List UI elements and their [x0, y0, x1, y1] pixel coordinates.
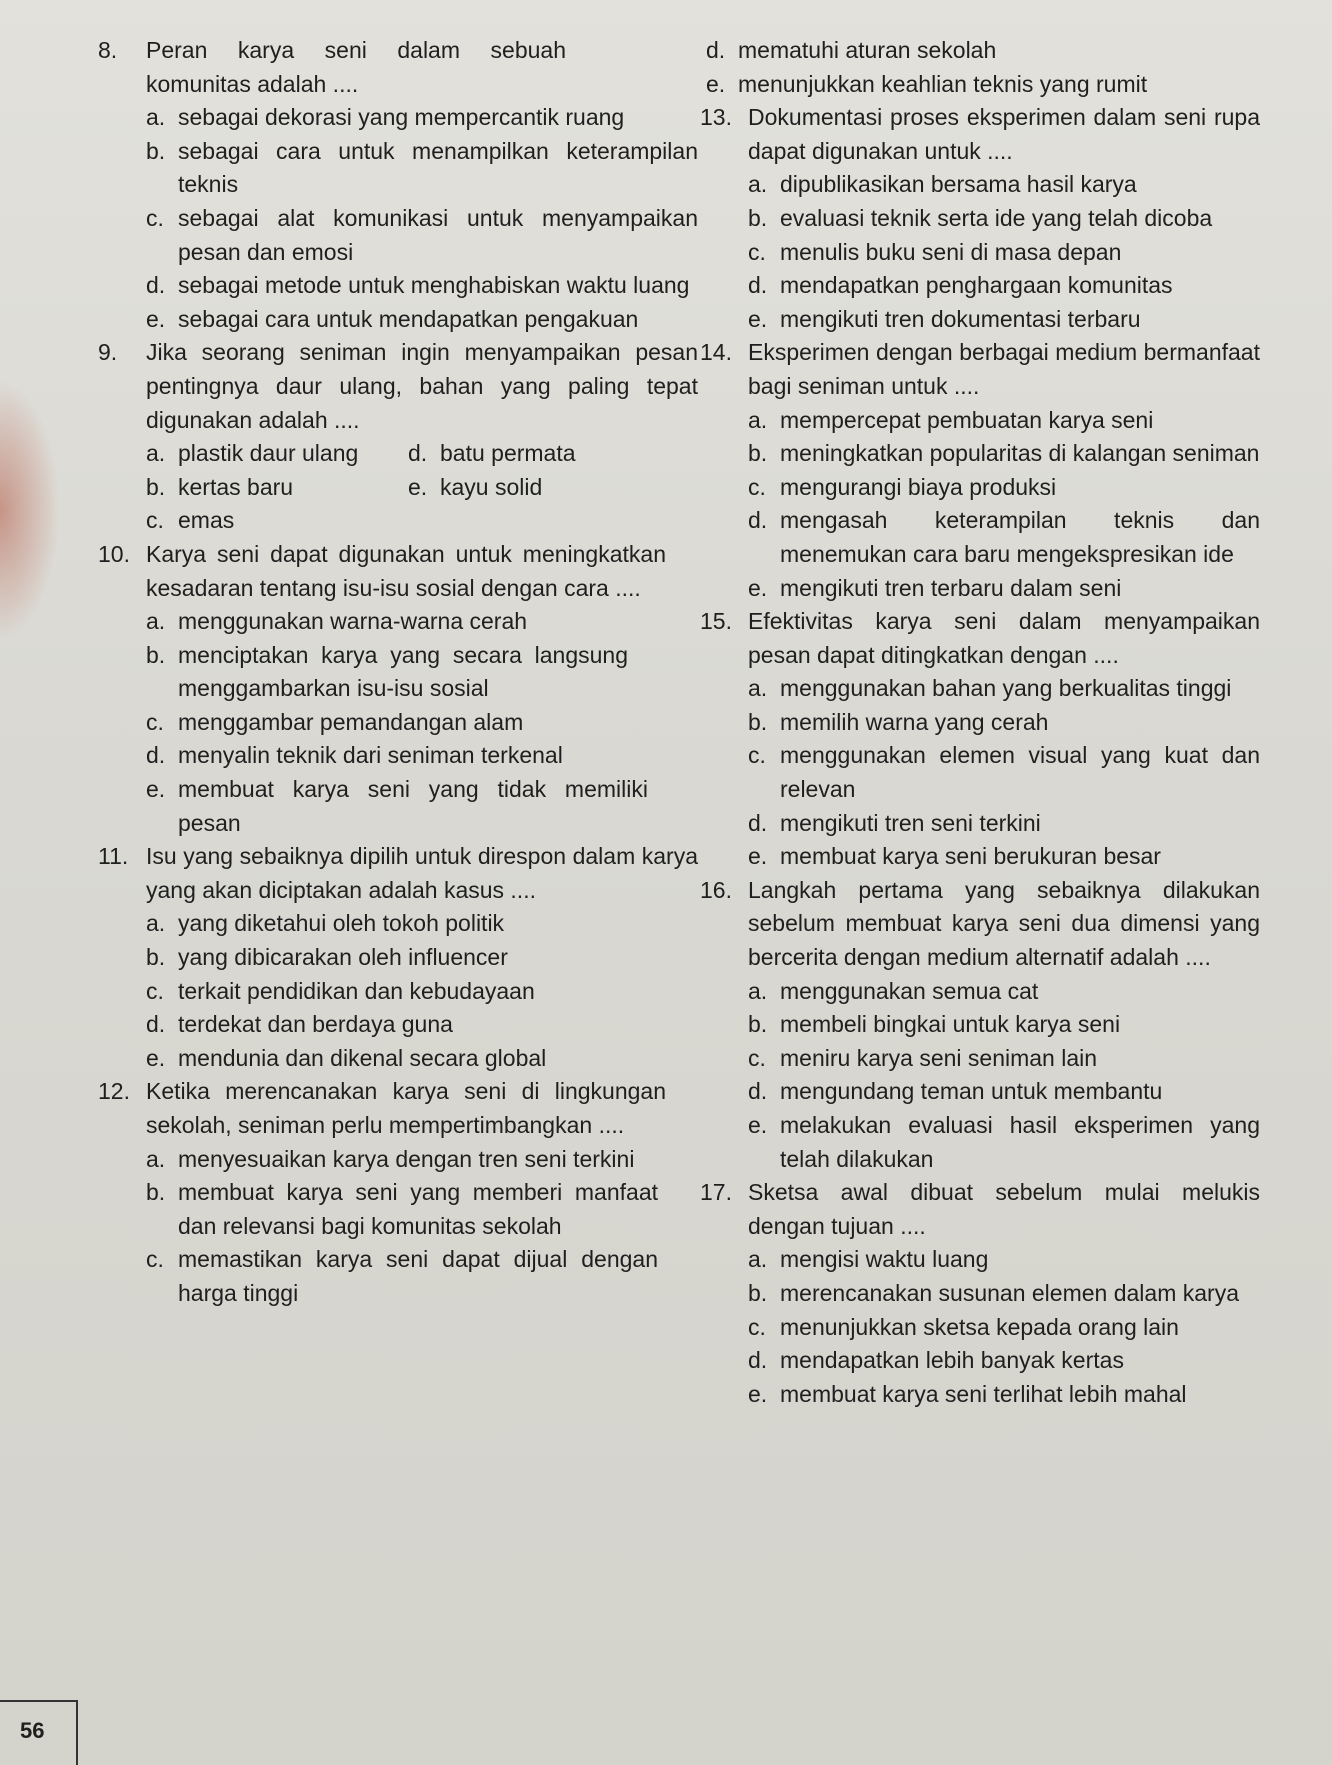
- option-e: [706, 68, 1260, 102]
- option-letter: a.: [146, 440, 166, 467]
- question-8: [98, 34, 698, 336]
- option-text: mendapatkan lebih banyak kertas: [780, 1347, 1124, 1374]
- option-c: [146, 706, 698, 740]
- option-letter: d.: [748, 809, 768, 836]
- option-a: [146, 101, 698, 135]
- option-text: menggunakan bahan yang berkualitas tinggi: [780, 675, 1232, 702]
- question-number: 8.: [98, 37, 118, 63]
- option-d: [748, 1344, 1260, 1378]
- question-number: 14.: [700, 339, 732, 366]
- option-b: [146, 135, 698, 202]
- option-d: [706, 34, 1260, 68]
- option-letter: c.: [748, 1044, 766, 1071]
- option-text: menggambar pemandangan alam: [178, 708, 524, 735]
- question-14: [700, 336, 1260, 605]
- option-c: [146, 975, 698, 1009]
- question-number: 10.: [98, 540, 130, 567]
- option-letter: c.: [748, 742, 766, 769]
- option-letter: e.: [748, 305, 768, 332]
- option-row: [146, 471, 698, 505]
- option-text: mematuhi aturan sekolah: [738, 37, 997, 63]
- question-stem: Eksperimen dengan berbagai medium bermanfaat bagi seniman untuk ....: [748, 339, 1260, 399]
- option-letter: a.: [146, 608, 166, 635]
- question-stem: Isu yang sebaiknya dipilih untuk direspon dalam karya yang akan diciptakan adalah kasus ....: [146, 843, 698, 903]
- option-a: [146, 907, 698, 941]
- option-text: sebagai dekorasi yang mempercantik ruang: [178, 104, 625, 131]
- question-10: [98, 538, 698, 840]
- option-letter: e.: [146, 776, 166, 803]
- option-text: membuat karya seni berukuran besar: [780, 843, 1161, 870]
- question-15: [700, 605, 1260, 874]
- option-a: [748, 1243, 1260, 1277]
- option-letter: b.: [748, 204, 768, 231]
- option-b: [146, 471, 408, 505]
- option-c: [748, 739, 1260, 806]
- option-text: mendunia dan dikenal secara global: [178, 1044, 547, 1071]
- option-text: menunjukkan sketsa kepada orang lain: [780, 1313, 1179, 1340]
- option-letter: a.: [146, 104, 166, 131]
- option-text: memilih warna yang cerah: [780, 708, 1049, 735]
- option-a: [748, 404, 1260, 438]
- option-letter: d.: [706, 37, 726, 63]
- option-row: [146, 437, 698, 471]
- question-12-continued: [700, 34, 1260, 101]
- option-letter: e.: [748, 1112, 768, 1138]
- option-text: sebagai alat komunikasi untuk menyampaikan pesan dan emosi: [178, 204, 698, 265]
- option-letter: a.: [748, 171, 768, 198]
- question-11: [98, 840, 698, 1075]
- option-text: mempercepat pembuatan karya seni: [780, 406, 1154, 433]
- option-letter: c.: [748, 238, 766, 265]
- page-number-rule: [0, 1700, 76, 1702]
- option-d: [146, 739, 698, 773]
- question-stem: Peran karya seni dalam sebuah komunitas adalah ....: [146, 37, 566, 97]
- option-e: [408, 471, 542, 505]
- question-number: 16.: [700, 876, 732, 903]
- option-text: mengikuti tren terbaru dalam seni: [780, 574, 1122, 601]
- option-letter: b.: [748, 708, 768, 735]
- page-number: 56: [20, 1718, 45, 1743]
- option-letter: d.: [146, 742, 166, 769]
- option-d: [408, 437, 576, 471]
- question-stem: Dokumentasi proses eksperimen dalam seni rupa dapat digunakan untuk ....: [748, 104, 1260, 164]
- option-b: [748, 1277, 1260, 1311]
- option-letter: c.: [748, 473, 766, 500]
- option-letter: e.: [146, 1044, 166, 1071]
- option-text: menggunakan elemen visual yang kuat dan relevan: [780, 742, 1260, 803]
- option-text: mengundang teman untuk membantu: [780, 1078, 1163, 1105]
- question-stem: Jika seorang seniman ingin menyampaikan pesan pentingnya daur ulang, bahan yang paling tepat digunakan adalah ....: [146, 339, 698, 433]
- option-letter: b.: [146, 1179, 166, 1206]
- option-d: [146, 1008, 698, 1042]
- option-letter: a.: [146, 910, 166, 937]
- question-stem: Langkah pertama yang sebaiknya dilakukan sebelum membuat karya seni dua dimensi yang bercerita dengan medium alternatif adalah ....: [748, 876, 1260, 971]
- option-letter: b.: [146, 944, 166, 971]
- option-letter: d.: [748, 1078, 768, 1105]
- question-number: 13.: [700, 104, 732, 131]
- option-a: [748, 672, 1260, 706]
- option-text: menulis buku seni di masa depan: [780, 238, 1122, 265]
- question-number: 9.: [98, 339, 118, 366]
- question-number: 15.: [700, 608, 732, 635]
- option-text: meningkatkan popularitas di kalangan seniman: [780, 440, 1260, 467]
- option-letter: d.: [748, 507, 768, 534]
- option-letter: b.: [146, 641, 166, 668]
- option-letter: c.: [146, 507, 164, 534]
- question-12: [98, 1075, 698, 1310]
- option-text: terdekat dan berdaya guna: [178, 1011, 453, 1038]
- option-c: [146, 1243, 658, 1310]
- option-text: terkait pendidikan dan kebudayaan: [178, 977, 535, 1004]
- option-d: [146, 269, 698, 303]
- option-text: mengasah keterampilan teknis dan menemukan cara baru mengekspresikan ide: [780, 507, 1260, 567]
- option-text: menggunakan semua cat: [780, 977, 1039, 1004]
- option-text: kertas baru: [178, 473, 294, 500]
- page-number-divider: [76, 1700, 78, 1765]
- option-letter: e.: [748, 843, 768, 870]
- option-letter: e.: [146, 305, 166, 332]
- option-text: dipublikasikan bersama hasil karya: [780, 171, 1137, 198]
- question-16: [700, 874, 1260, 1176]
- question-number: 17.: [700, 1179, 732, 1206]
- option-text: menggunakan warna-warna cerah: [178, 608, 528, 635]
- option-b: [748, 706, 1260, 740]
- question-13: [700, 101, 1260, 336]
- option-c: [748, 236, 1260, 270]
- option-letter: d.: [748, 1347, 768, 1374]
- option-text: sebagai cara untuk menampilkan keterampilan teknis: [178, 137, 698, 198]
- option-letter: a.: [748, 406, 768, 433]
- option-letter: b.: [146, 137, 166, 164]
- option-letter: c.: [146, 977, 164, 1004]
- option-text: mengikuti tren dokumentasi terbaru: [780, 305, 1141, 332]
- option-letter: c.: [748, 1313, 766, 1340]
- option-text: meniru karya seni seniman lain: [780, 1044, 1098, 1071]
- option-e: [146, 303, 698, 337]
- option-a: [748, 168, 1260, 202]
- option-e: [748, 572, 1260, 606]
- option-letter: d.: [748, 272, 768, 299]
- option-e: [146, 773, 648, 840]
- question-number: 11.: [98, 843, 129, 870]
- option-d: [748, 269, 1260, 303]
- left-column: [98, 34, 698, 1311]
- option-c: [146, 504, 698, 538]
- question-17: [700, 1176, 1260, 1411]
- option-letter: a.: [146, 1145, 166, 1172]
- option-letter: a.: [748, 675, 768, 702]
- page-edge-shadow: [0, 380, 60, 640]
- option-text: membeli bingkai untuk karya seni: [780, 1011, 1121, 1038]
- option-a: [146, 1143, 658, 1177]
- option-e: [748, 1378, 1260, 1412]
- option-letter: e.: [408, 473, 428, 500]
- option-text: sebagai metode untuk menghabiskan waktu luang: [178, 272, 690, 299]
- option-text: batu permata: [440, 440, 576, 467]
- option-letter: c.: [146, 1246, 164, 1273]
- option-text: menyesuaikan karya dengan tren seni terkini: [178, 1145, 635, 1172]
- option-text: menciptakan karya yang secara langsung menggambarkan isu-isu sosial: [178, 641, 628, 702]
- option-letter: e.: [748, 1380, 768, 1407]
- option-e: [748, 303, 1260, 337]
- option-d: [748, 807, 1260, 841]
- option-text: menyalin teknik dari seniman terkenal: [178, 742, 563, 769]
- option-b: [146, 639, 628, 706]
- question-9: [98, 336, 698, 538]
- option-letter: d.: [408, 440, 428, 467]
- option-d: [748, 504, 1260, 571]
- option-text: membuat karya seni yang tidak memiliki pesan: [178, 776, 648, 836]
- option-a: [748, 975, 1260, 1009]
- option-b: [748, 202, 1260, 236]
- option-e: [748, 840, 1260, 874]
- question-stem: Sketsa awal dibuat sebelum mulai melukis dengan tujuan ....: [748, 1179, 1260, 1239]
- option-d: [748, 1075, 1260, 1109]
- option-letter: d.: [146, 1011, 166, 1038]
- option-c: [748, 471, 1260, 505]
- option-text: membuat karya seni terlihat lebih mahal: [780, 1380, 1187, 1407]
- option-e: [748, 1109, 1260, 1176]
- option-letter: e.: [706, 70, 726, 97]
- option-text: mendapatkan penghargaan komunitas: [780, 272, 1173, 299]
- option-text: yang diketahui oleh tokoh politik: [178, 910, 505, 937]
- option-letter: b.: [748, 1279, 768, 1306]
- option-letter: b.: [146, 473, 166, 500]
- option-c: [146, 202, 698, 269]
- option-text: menunjukkan keahlian teknis yang rumit: [738, 70, 1148, 97]
- option-text: melakukan evaluasi hasil eksperimen yang telah dilakukan: [780, 1112, 1260, 1172]
- option-text: memastikan karya seni dapat dijual dengan harga tinggi: [178, 1246, 658, 1306]
- option-letter: d.: [146, 272, 166, 299]
- option-text: evaluasi teknik serta ide yang telah dicoba: [780, 204, 1213, 231]
- option-c: [748, 1311, 1260, 1345]
- right-column: [700, 34, 1260, 1411]
- option-text: emas: [178, 507, 235, 534]
- option-letter: b.: [748, 1011, 768, 1038]
- option-text: mengurangi biaya produksi: [780, 473, 1057, 500]
- option-b: [146, 1176, 658, 1243]
- option-text: merencanakan susunan elemen dalam karya: [780, 1279, 1239, 1306]
- option-b: [748, 1008, 1260, 1042]
- question-stem: Ketika merencanakan karya seni di lingkungan sekolah, seniman perlu mempertimbangkan ....: [146, 1078, 666, 1138]
- option-letter: c.: [146, 204, 164, 231]
- option-a: [146, 437, 408, 471]
- option-text: plastik daur ulang: [178, 440, 359, 467]
- question-stem: Karya seni dapat digunakan untuk meningkatkan kesadaran tentang isu-isu sosial dengan cara ....: [146, 540, 666, 601]
- option-b: [146, 941, 698, 975]
- option-text: mengikuti tren seni terkini: [780, 809, 1041, 836]
- option-e: [146, 1042, 698, 1076]
- option-letter: c.: [146, 708, 164, 735]
- question-stem: Efektivitas karya seni dalam menyampaikan pesan dapat ditingkatkan dengan ....: [748, 608, 1260, 668]
- option-a: [146, 605, 698, 639]
- option-c: [748, 1042, 1260, 1076]
- question-number: 12.: [98, 1078, 130, 1105]
- option-letter: a.: [748, 1246, 768, 1273]
- option-text: membuat karya seni yang memberi manfaat dan relevansi bagi komunitas sekolah: [178, 1179, 658, 1239]
- option-text: mengisi waktu luang: [780, 1246, 989, 1273]
- option-letter: e.: [748, 574, 768, 601]
- option-letter: a.: [748, 977, 768, 1004]
- option-text: sebagai cara untuk mendapatkan pengakuan: [178, 305, 639, 332]
- option-text: kayu solid: [440, 473, 543, 500]
- option-b: [748, 437, 1260, 471]
- option-letter: b.: [748, 440, 768, 467]
- option-text: yang dibicarakan oleh influencer: [178, 944, 508, 971]
